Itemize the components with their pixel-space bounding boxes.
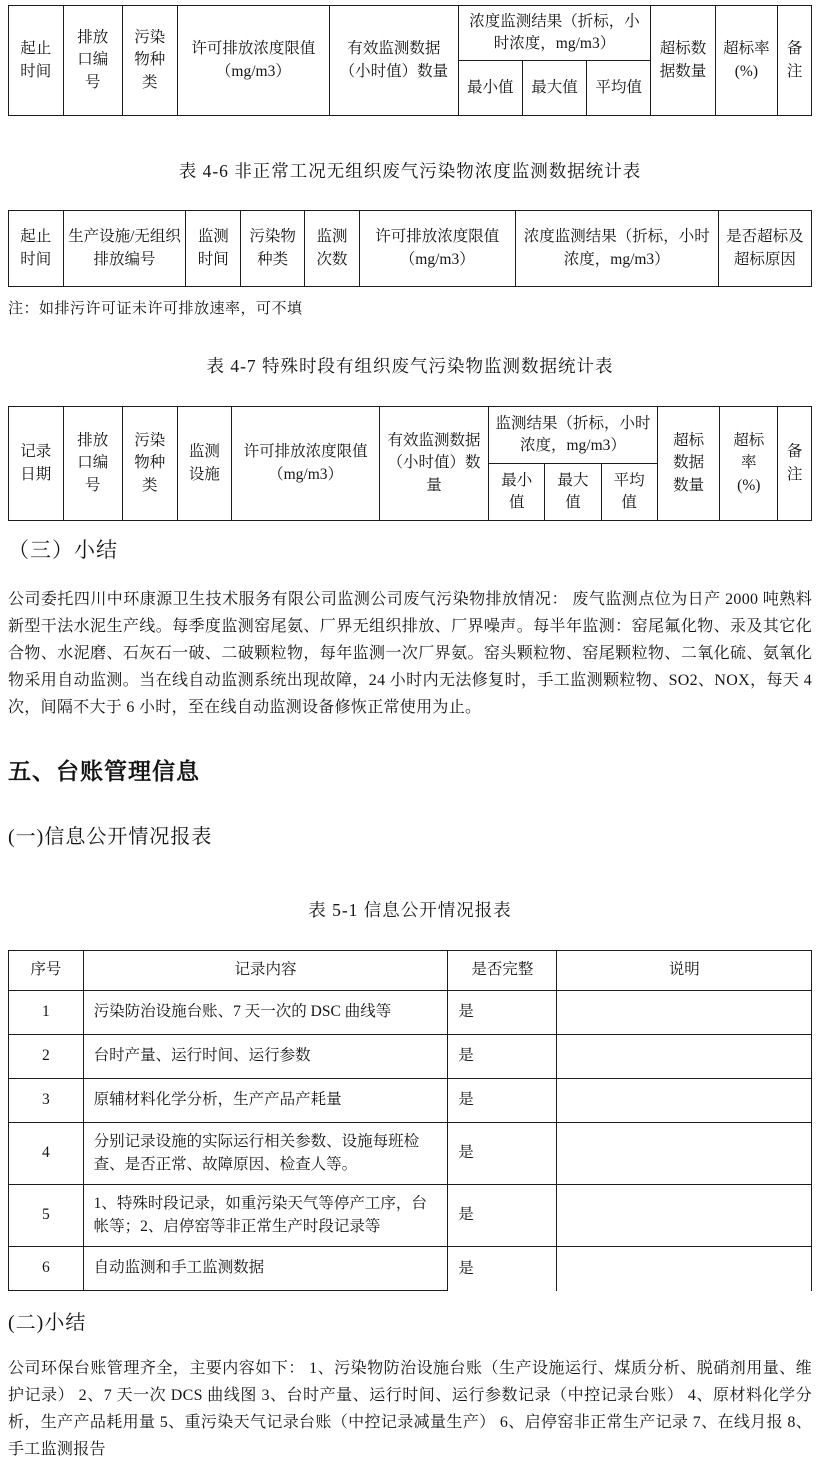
subcol-max: 最大值 [545,464,601,521]
col-group-concentration-result: 浓度监测结果（折标，小时浓度，mg/m3） [458,6,651,61]
cell-is-complete: 是 [448,1035,557,1079]
col-exceed-count: 超标数据数量 [657,407,720,521]
section-3-summary-paragraph: 公司委托四川中环康源卫生技术服务有限公司监测公司废气污染物排放情况： 废气监测点位为日产 2000 吨熟料新型干法水泥生产线。每季度监测窑尾氨、厂界无组织排放、厂界噪声。每半年监测：窑尾氟化物、汞及其它化合物、水泥磨、石灰石一破、二破颗粒物，每年监测一次厂界氨。窑头颗粒物、窑尾颗粒物、二氧化硫、氨氧化物采用自动监测。当在线自动监测系统出现故障，24 小时内无法修复时，手工监测颗粒物、SO2、NOX，每天 4 次，间隔不大于 6 小时，至在线自动监测设备修恢正常使用为止。 [8,591,812,716]
col-is-complete: 是否完整 [448,951,557,991]
col-pollutant-type: 污染物种类 [123,6,178,116]
table-row [9,1079,812,1123]
col-valid-data-count: 有效监测数据（小时值）数量 [330,6,458,116]
col-exceed-reason: 是否超标及超标原因 [718,211,811,287]
table-5-1-title: 表 5-1 信息公开情况报表 [308,900,512,920]
cell-explanation [557,1123,812,1185]
subcol-avg: 平均值 [601,464,657,521]
col-record-date: 记录日期 [9,407,64,521]
col-serial-no: 序号 [9,951,84,991]
col-explanation: 说明 [557,951,812,991]
cell-serial-no: 3 [9,1079,84,1123]
subcol-min: 最小值 [489,464,545,521]
col-monitor-time: 监测时间 [186,211,241,287]
col-record-content: 记录内容 [83,951,448,991]
col-group-monitor-result: 监测结果（折标，小时浓度，mg/m3） [489,407,658,464]
table-row [9,1185,812,1247]
table-row [9,1035,812,1079]
col-remark: 备注 [778,407,812,521]
table-4-6-fugitive-abnormal [8,210,812,287]
section-3-summary-heading: （三）小结 [8,538,118,562]
table-4-6-title: 表 4-6 非正常工况无组织废气污染物浓度监测数据统计表 [178,161,642,181]
col-permitted-limit: 许可排放浓度限值（mg/m3） [232,407,380,521]
cell-serial-no: 2 [9,1035,84,1079]
col-concentration-result: 浓度监测结果（折标，小时浓度，mg/m3） [515,211,718,287]
subcol-min: 最小值 [458,61,522,116]
col-pollutant-type: 污染物种类 [241,211,305,287]
cell-serial-no: 1 [9,991,84,1035]
col-permitted-limit: 许可排放浓度限值（mg/m3） [359,211,515,287]
col-exceed-count: 超标数据数量 [651,6,715,116]
table-4-6-note: 注：如排污许可证未许可排放速率，可不填 [8,301,303,317]
col-exceed-rate: 超标率(%) [715,6,778,116]
col-exceed-rate: 超标率(%) [720,407,778,521]
subcol-avg: 平均值 [587,61,651,116]
table-5-1-information-disclosure [8,950,812,1291]
col-valid-data-count: 有效监测数据（小时值）数量 [379,407,488,521]
col-outlet-id: 排放口编号 [63,6,122,116]
table-row [9,991,812,1035]
col-monitor-facility: 监测设施 [177,407,232,521]
col-start-end-time: 起止时间 [9,6,64,116]
cell-is-complete: 是 [448,1123,557,1185]
cell-explanation [557,1079,812,1123]
section-5-sub1-heading: (一)信息公开情况报表 [8,826,213,848]
cell-is-complete: 是 [448,1079,557,1123]
col-remark: 备注 [778,6,812,116]
table-row [9,1123,812,1185]
cell-serial-no: 6 [9,1247,84,1291]
table-4-7-title: 表 4-7 特殊时段有组织废气污染物监测数据统计表 [206,356,614,376]
cell-record-content: 台时产量、运行时间、运行参数 [83,1035,448,1079]
cell-is-complete: 是 [448,1247,557,1291]
section-2-summary-heading: (二)小结 [8,1312,87,1334]
cell-record-content: 分别记录设施的实际运行相关参数、设施每班检查、是否正常、故障原因、检查人等。 [83,1123,448,1185]
cell-serial-no: 5 [9,1185,84,1247]
cell-explanation [557,1247,812,1291]
col-pollutant-type: 污染物种类 [123,407,178,521]
cell-explanation [557,991,812,1035]
cell-record-content: 原辅材料化学分析，生产产品产耗量 [83,1079,448,1123]
cell-is-complete: 是 [448,1185,557,1247]
table-organized-monitoring-header [8,5,812,116]
col-facility-fugitive-id: 生产设施/无组织排放编号 [63,211,186,287]
col-monitor-count: 监测次数 [305,211,360,287]
col-permitted-limit: 许可排放浓度限值（mg/m3） [177,6,330,116]
cell-explanation [557,1035,812,1079]
subcol-max: 最大值 [522,61,586,116]
section-5-heading: 五、台账管理信息 [8,758,200,784]
section-2-summary-paragraph: 公司环保台账管理齐全，主要内容如下： 1、污染物防治设施台账（生产设施运行、煤质分析、脱硝剂用量、维护记录） 2、7 天一次 DCS 曲线图 3、台时产量、运行时间、运行参数记录（中控记录台账） 4、原材料化学分析，生产产品耗用量 5、重污染天气记录台账（中控记录减量生产） 6、启停窑非正常生产记录 7、在线月报 8、手工监测报告 [8,1360,812,1458]
cell-serial-no: 4 [9,1123,84,1185]
cell-record-content: 自动监测和手工监测数据 [83,1247,448,1291]
col-outlet-id: 排放口编号 [63,407,122,521]
table-row [9,1247,812,1291]
cell-record-content: 污染防治设施台账、7 天一次的 DSC 曲线等 [83,991,448,1035]
col-start-end-time: 起止时间 [9,211,64,287]
table-4-7-special-period [8,406,812,521]
cell-explanation [557,1185,812,1247]
cell-is-complete: 是 [448,991,557,1035]
cell-record-content: 1、特殊时段记录，如重污染天气等停产工序，台帐等；2、启停窑等非正常生产时段记录等 [83,1185,448,1247]
